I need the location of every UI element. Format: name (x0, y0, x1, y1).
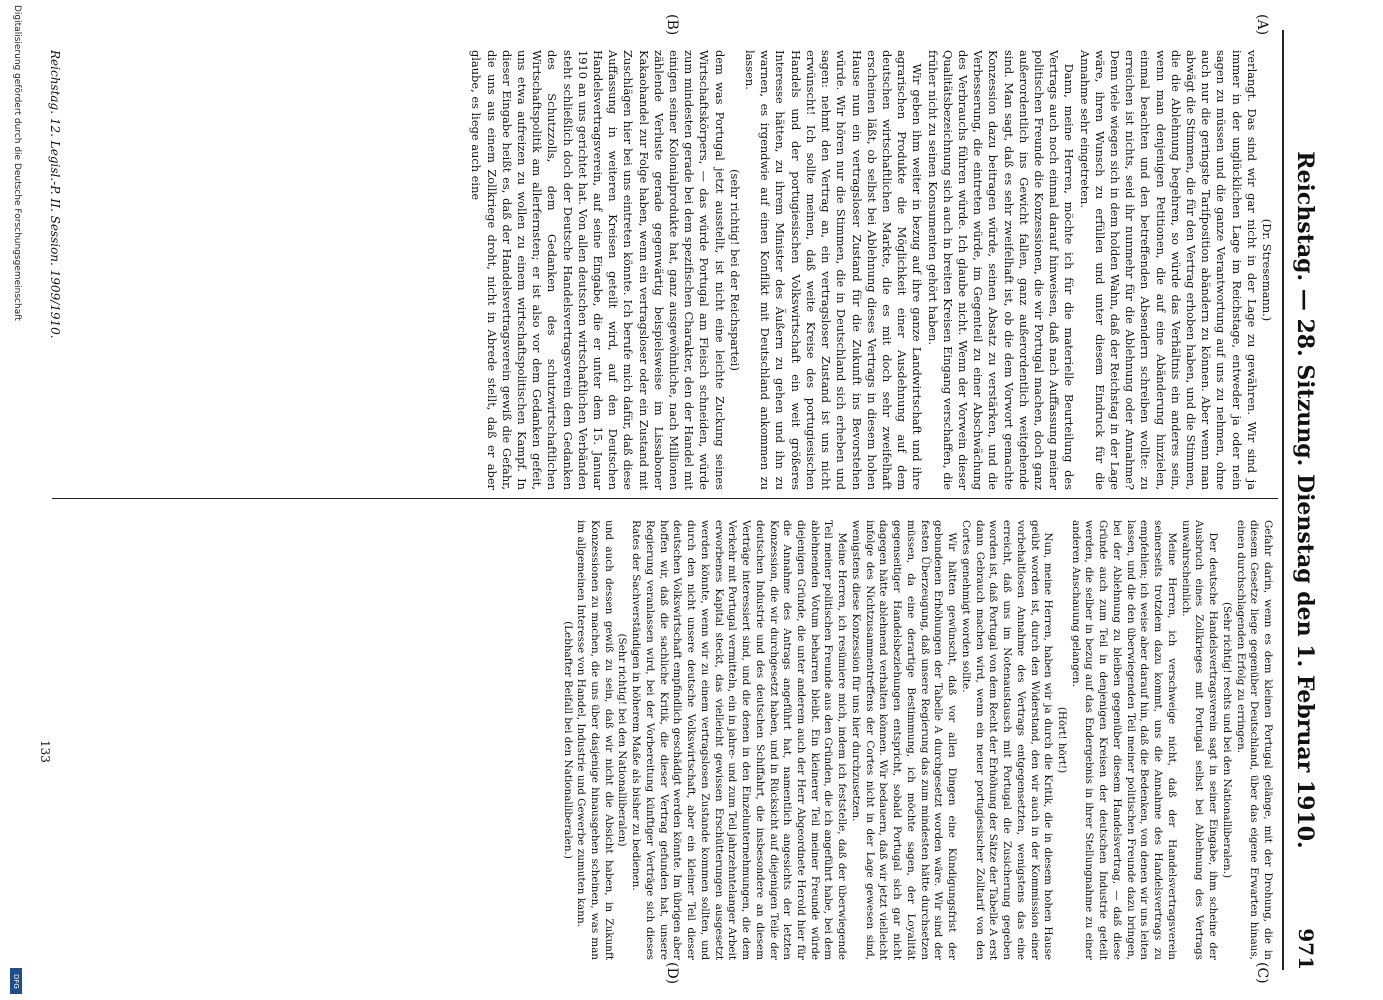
page-number: 971 (1294, 928, 1318, 970)
paragraph: Wir geben ihm weiter in bezug auf ihre ganze Landwirtschaft und ihre agrarischen Produkte die Möglichkeit einer Ausdehnung auf dem deutschen wirtschaftlichen Markte, die es mit doch sehr zweifelhaft erscheinen läßt, ob selbst bei Ablehnung dieses Vertrags in diesem hohen Hause nun ein vertragsloser Zustand für die Zukunft ins Bevorstehen würde. Wir hören nur die Stimmen, die in Deutschland sich erheben und sagen: nehmt den Vertrag an, ein vertragsloser Zustand ist uns nicht erwünscht! Ich sollte meinen, daß weite Kreise des portugiesischen Handels und der portugiesischen Volkswirtschaft ein weit größeres Interesse hätten, zu ihrem Minister des Äußern zu gehen und ihn zu warnen, es irgendwie auf einen Konflikt mit Deutschland ankommen zu lassen. (743, 50, 925, 490)
margin-marker-c: (C) (1254, 962, 1270, 984)
interjection: (Sehr richtig! rechts und bei den Nationalliberalen.) (1220, 601, 1233, 879)
right-column (554, 520, 1274, 960)
header-rule (1282, 30, 1284, 970)
left-column (74, 50, 1274, 490)
interjection: (sehr richtig! bei der Reichspartei) (727, 169, 742, 371)
interjection: (Lebhafter Beifall bei den Nationalliberalen.) (561, 621, 574, 859)
paragraph: Meine Herren, ich verschweige nicht, daß der Handelsvertragsverein seinerseits trotzdem dazu kommt, uns die Annahme des Handelsvertrags zu empfehlen; ich weise aber darauf hin, daß die Bedenken, von denen wir uns leiten lassen, und die den überwiegenden Teil meiner politischen Freunde dazu bringen, bei der Ablehnung zu bleiben gegenüber diesem Handelsvertrag, — daß diese Gründe auch zum Teil in denjenigen Kreisen der deutschen Industrie geteilt werden, die selber in bezug auf das Endergebnis in ihrer Stellungnahme zu einer anderen Anschauung gelangen. (1069, 520, 1178, 960)
paragraph: Wir hätten gewünscht, daß vor allen Dingen eine Kündigungsfrist der gebundenen Erhöhungen der Tabelle A durchgesetzt worden wäre. Wir sind der festen Überzeugung, daß unsere Regierung das zum mindesten hätte durchsetzen müssen, da eine derartige Bestimmung, ich möchte sagen, der Loyalität gegenseitiger Handelsbeziehungen entspricht, sobald Portugal sich gar nicht dagegen hätte ablehnend verhalten können. Wir bedauern, daß wir jetzt vielleicht infolge des Nichtzusammentreffens der Cortes nicht in der Lage gewesen sind, wenigstens diese Konzession für uns hier durchzusetzen. (849, 520, 959, 960)
page-title: Reichstag. — 28. Sitzung. Dienstag den 1. Februar 1910. (1292, 151, 1318, 849)
digitization-credit-text: Digitalisierung gefördert durch die Deutsche Forschungsgemeinschaft (12, 5, 22, 321)
page-header (1288, 30, 1318, 970)
footer-citation: Reichstag. 12. Legisl.-P. II. Session. 1909/1910. (48, 50, 62, 339)
paragraph: Dann, meine Herren, möchte ich für die materielle Beurteilung des Vertrags auch noch einmal darauf hinweisen, daß nach Auffassung meiner politischen Freunde die Konzessionen, die wir Portugal machen, doch ganz außerordentlich ins Gewicht fallen, ganz außerordentlich weitgehende sind. Man sagt, daß es sehr zweifelhaft ist, ob die dem Vorwort gemachte Konzession dazu beitragen würde, seinen Absatz zu verstärken, und die Verbesserung, die eintreten würde, im Gegenteil zu einer Abschwächung des Verbrauchs führen würde. Ich glaube nicht. Wenn der Vorwein dieser Qualitätsbezeichnung sich auch in breiten Kreisen Eingang verschaffen, die früher nicht zu seinen Konsumenten gehört haben. (925, 50, 1077, 490)
margin-marker-d: (D) (664, 962, 680, 985)
margin-marker-a: (A) (1254, 14, 1270, 36)
column-divider (52, 498, 1278, 499)
speaker-name: (Dr. Stresemann.) (1260, 218, 1274, 322)
paragraph: Meine Herren, ich resümiere mich, indem ich feststelle, daß der überwiegende Teil meiner politischen Freunde aus den Gründen, die ich angeführt habe, bei dem ablehnenden Votum beharren bleibt. Ein kleinerer Teil meiner Freunde würde diejenigen Gründe, die unter anderem auch der Herr Abgeordnete Herold hier für die Annahme des Antrags angeführt hat, namentlich angesichts der letzten Konzession, die wir durchgesetzt haben, und in Rücksicht auf diejenigen Teile der deutschen Industrie und des deutschen Schiffahrt, die insbesondere an diesem Verträge interessiert sind, und die denen in den Einzelunternehmungen, die dem Verkehr mit Portugal vermitteln, ein in jahre- und zum Teil jahrzehntelanger Arbeit erworbenes Kapital steckt, das vielleicht gewissen Erschütterungen ausgesetzt werden könnte, wenn wir zu einem vertragslosen Zustande kommen sollten, und durch den nicht unsere deutsche Volkswirtschaft, aber ein kleiner Teil dieser deutschen Volkswirtschaft empfindlich geschädigt werden könnte. Im übrigen aber hoffen wir, daß die sachliche Kritik, die dieser Vertrag gefunden hat, unsere Regierung veranlassen wird, bei der Vorbereitung künftiger Verträge sich dieses Rates der Sachverständigen in höherem Maße als bisher zu bedienen. (630, 520, 849, 960)
paragraph: dem was Portugal jetzt ausstellt, ist nicht eine leichte Zuckung seines Wirtschaftskörpers, — das würde Portugal am Fleisch schneiden, würde zum mindesten gerade bei dem spezifischen Charakter, den der Handel mit einigen seiner Kolonialprodukte hat, ganz ausgewöhnliche, nach Millionen zählende Verluste gerade gegenwärtig beispielsweise im Lissaboner Kakaohandel zur Folge haben, wenn ein vertragsloser oder ein Zustand mit Zuschlägen hier bei uns eintreten könnte. Ich berufe mich dafür, daß diese Auffassung in weiteren Kreisen geteilt wird, auf den Deutschen Handelsvertragsverein, auf seine Eingabe, die er unter dem 15. Januar 1910 an uns gerichtet hat. Von allen deutschen wirtschaftlichen Verbänden steht schließlich doch der Deutsche Handelsvertragsverein dem Gedanken des Schutzzolls, dem Gedanken des schutzwirtschaftlichen Wirtschaftspolitik am allerfernsten; er ist also vor dem Gedanken gefeit, uns etwa aufreizen zu wollen zu einem wirtschaftspolitischen Kampf. In dieser Eingabe heißt es, daß der Handelsvertragsverein gewiß die Gefahr, die uns aus einem Zollkriege droht, nicht in Abrede stellt, daß er aber glaube, es liege auch eine (469, 50, 727, 490)
dfg-logo: DFG (10, 968, 22, 994)
footer-page-ref: 133 (38, 740, 52, 763)
paragraph: Nun, meine Herren, haben wir ja durch die Kritik, die in diesem hohen Hause geübt worden ist, durch den Widerstand, den wir auch in der Kommission einer vorbehaltlosen Annahme des Vertrags entgegensetzten, wenigstens das eine erreicht, daß uns im Notenaustausch mit Portugal die Zusicherung gegeben worden ist, daß Portugal von dem Recht der Erhöhung der Sätze der Tabelle A erst dann Gebrauch machen wird, wenn ein neuer portugiesischer Zolltarif von den Cortes genehmigt worden sollte. (959, 520, 1055, 960)
newspaper-page (20, 0, 1330, 1000)
paragraph: Der deutsche Handelsvertragsverein sagt in seiner Eingabe, ihm scheine der Ausbruch eines Zollkrieges mit Portugal selbst bei Ablehnung des Vertrags unwahrscheinlich. (1179, 520, 1220, 960)
paragraph: Gefahr darin, wenn es dem kleinen Portugal gelänge, mit der Drohung, die in diesem Gesetze liege gegenüber Deutschland, über das eigene Erwarten hinaus, einen durchschlagenden Erfolg zu erringen. (1234, 520, 1274, 960)
paragraph: verlangt. Das sind wir gar nicht in der Lage zu gewähren. Wir sind ja immer in der unglücklichen Lage im Reichstage, entweder ja oder nein sagen zu müssen und die ganze Verantwortung auf uns zu nehmen, ohne auch nur die geringste Tarifposition abändern zu können. Aber wenn man abwägt die Stimmen, die für den Vertrag erhoben haben, und die Stimmen, die die Ablehnung begehren, so würde das Verhältnis ein anderes sein, wenn man denjenigen Petitionen, die auf eine Abänderung hinzielen, einmal beachten und den betreffenden Absendern schreiben wollte: zu erreichen ist nichts, seid ihr nunmehr für die Ablehnung oder Annahme? Denn viele wiegen sich in dem holden Wahn, daß der Reichstag in der Lage wäre, ihren Wunsch zu erfüllen und unter diesem Eindruck für die Annahme sehr eingetreten. (1077, 50, 1259, 490)
interjection: (Hört! hört!) (1055, 706, 1068, 774)
interjection: (Sehr richtig! bei den Nationalliberalen) (616, 633, 629, 847)
page-footer (38, 50, 62, 950)
margin-marker-b: (B) (664, 14, 680, 36)
paragraph: und auch dessen gewiß zu sein, daß wir nicht die Absicht haben, in Zukunft Konzessionen zu machen, die uns über dasjenige hinausgehen scheinen, was man im allgemeinen Interesse von Handel, Industrie und Gewerbe zumuten kann. (575, 520, 615, 960)
